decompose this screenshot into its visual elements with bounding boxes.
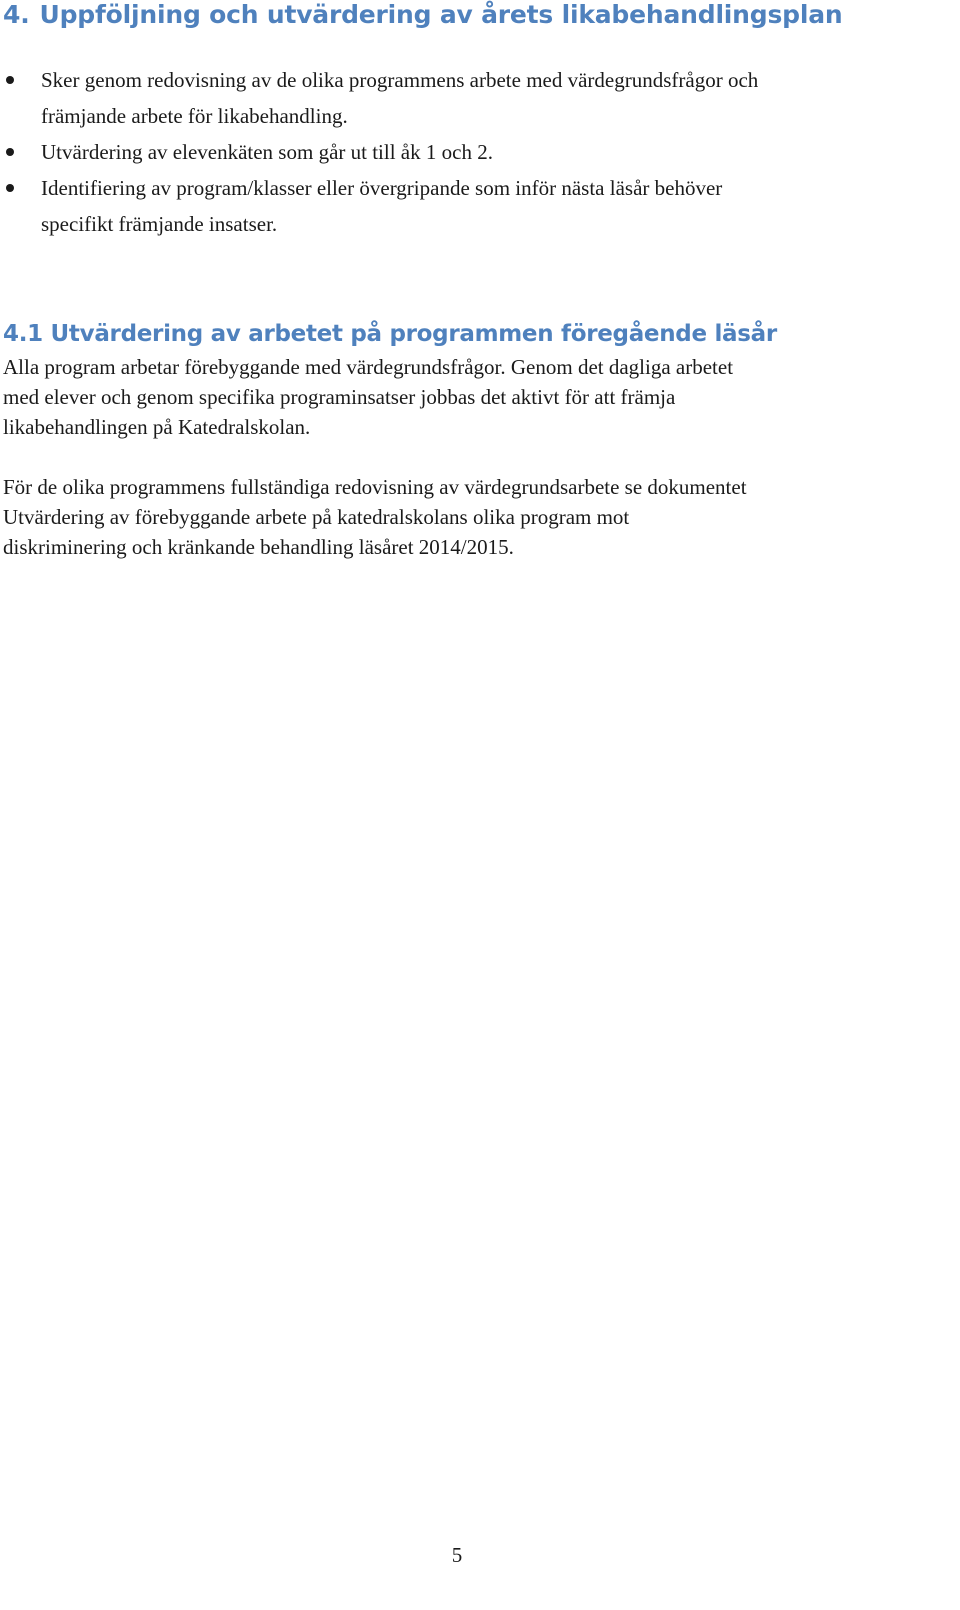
paragraph-line: Utvärdering av förebyggande arbete på katedralskolans olika program mot [3, 505, 630, 529]
page-number: 5 [451, 1543, 463, 1567]
paragraph-line: med elever och genom specifika programinsatser jobbas det aktivt för att främja [3, 385, 676, 409]
list-item [0, 134, 950, 170]
bullet-icon [6, 76, 14, 84]
bullet-text-line: Utvärdering av elevenkäten som går ut till åk 1 och 2. [41, 140, 493, 164]
body-paragraph [3, 352, 943, 442]
bullet-icon [6, 148, 14, 156]
bullet-icon [6, 184, 14, 192]
body-paragraph [3, 472, 943, 562]
paragraph-line: Alla program arbetar förebyggande med värdegrundsfrågor. Genom det dagliga arbetet [3, 355, 734, 379]
section-heading [3, 0, 843, 32]
paragraph-line: För de olika programmens fullständiga redovisning av värdegrundsarbete se dokumentet [3, 475, 747, 499]
list-item [0, 170, 950, 242]
paragraph-line: likabehandlingen på Katedralskolan. [3, 415, 311, 439]
section-number: 4. [3, 0, 30, 29]
section-title: Uppföljning och utvärdering av årets likabehandlingsplan [39, 0, 843, 29]
paragraph-line: diskriminering och kränkande behandling läsåret 2014/2015. [3, 535, 514, 559]
bullet-text-line: främjande arbete för likabehandling. [41, 104, 348, 128]
list-item [0, 62, 950, 134]
bullet-list [0, 62, 950, 242]
bullet-text-line: specifikt främjande insatser. [41, 212, 278, 236]
subsection-heading: 4.1 Utvärdering av arbetet på programmen föregående läsår [3, 321, 777, 347]
bullet-text-line: Identifiering av program/klasser eller övergripande som inför nästa läsår behöver [41, 176, 723, 200]
bullet-text-line: Sker genom redovisning av de olika programmens arbete med värdegrundsfrågor och [41, 68, 759, 92]
